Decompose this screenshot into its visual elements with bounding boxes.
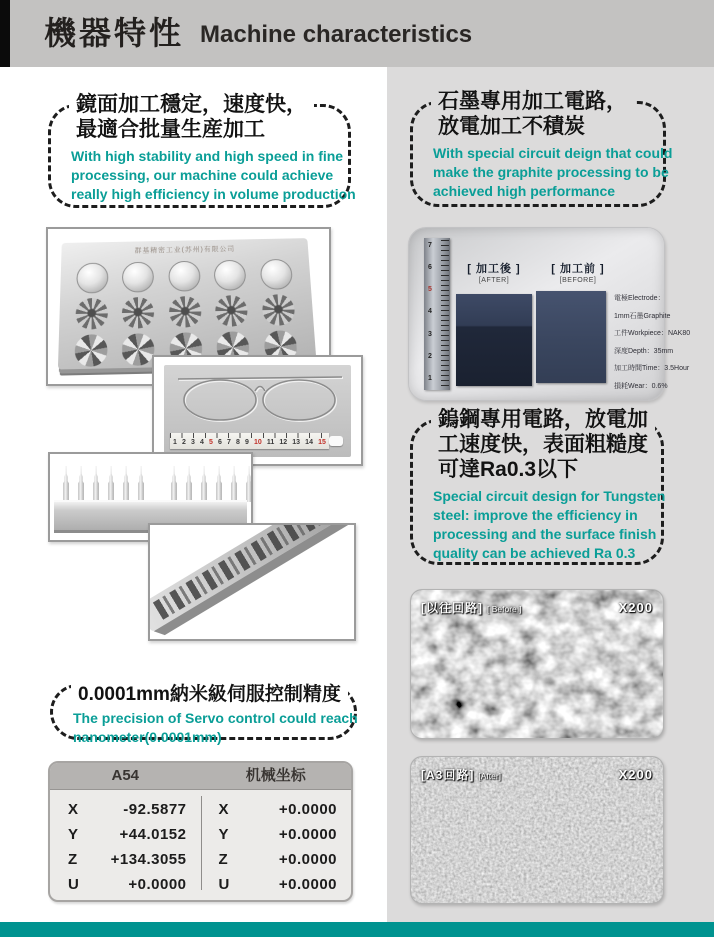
- coordinate-table-header: [50, 763, 351, 790]
- callout-body-en: [71, 147, 356, 204]
- ruler-number: 1: [428, 374, 432, 382]
- axis-label: X: [68, 801, 79, 818]
- ruler-number: 6: [428, 264, 432, 272]
- diagonal-bits-bar: [150, 525, 351, 632]
- drill-bits-row: [61, 466, 251, 502]
- process-info-line: 深度Depth：35mm: [614, 347, 674, 355]
- drill-bits-photo-diagonal: [148, 523, 356, 641]
- coordinate-table: [48, 761, 353, 902]
- header-accent-bar: [0, 0, 10, 67]
- magnification-label: X200: [618, 767, 653, 782]
- ruler-number: 2: [182, 439, 186, 446]
- process-info-list: [614, 290, 691, 395]
- horizontal-ruler: [170, 433, 329, 449]
- mold-plate: [58, 238, 317, 369]
- ruler-number: 7: [227, 439, 231, 446]
- callout-body-line: achieved high performance: [433, 183, 616, 199]
- ruler-number: 14: [305, 439, 313, 446]
- column-a54: A54: [111, 767, 140, 784]
- callout-body-line: nanometer(0.0001mm): [73, 729, 222, 745]
- callout-body-line: processing, our machine could achieve: [71, 167, 334, 183]
- plate-company-label: 群基精密工业(苏州)有限公司: [134, 246, 236, 255]
- vertical-ruler-numbers: [428, 242, 432, 382]
- axis-label: Y: [68, 826, 79, 843]
- callout-body-line: processing and the surface finish: [433, 526, 657, 542]
- callout-body-line: steel: improve the efficiency in: [433, 507, 638, 523]
- callout-title-zh: 0.0001mm納米級伺服控制精度: [71, 683, 348, 706]
- after-label: [ 加工後 ] [AFTER]: [467, 263, 521, 284]
- surface-micro-photo-after: [410, 756, 664, 904]
- ruler-number: 8: [236, 439, 240, 446]
- page-header: [0, 0, 714, 67]
- ruler-number: 11: [266, 439, 275, 446]
- machine-value: +0.0000: [278, 876, 337, 893]
- callout-mirror-finishing: [48, 93, 356, 208]
- vertical-ruler: [424, 238, 450, 390]
- axis-label: Z: [68, 851, 78, 868]
- process-info-line: 1mm石墨Graphite: [614, 312, 671, 320]
- a54-value: +134.3055: [110, 851, 187, 868]
- callout-body-line: really high efficiency in volume production: [71, 186, 356, 202]
- callout-title-zh: 鏡面加工穩定，速度快， 最適合批量生産加工: [69, 92, 314, 142]
- table-divider: [201, 796, 202, 890]
- page-title-zh: 機器特性: [44, 15, 185, 51]
- ruler-number: 2: [428, 352, 432, 360]
- callout-servo-precision: [50, 684, 358, 745]
- ruler-number: 9: [245, 439, 249, 446]
- callout-body-en: [433, 144, 673, 201]
- machine-value: +0.0000: [278, 826, 337, 843]
- glasses-mold-block: [164, 365, 351, 457]
- process-info-line: 損耗Wear：0.6%: [614, 382, 668, 390]
- workpiece-before-panel: [536, 291, 606, 383]
- column-machine-coords: 机械坐标: [245, 767, 306, 784]
- page-title-en: Machine characteristics: [200, 21, 473, 48]
- callout-graphite-circuit: [410, 90, 673, 207]
- micro-photo-labels: [A3回路] [After] X200: [421, 767, 653, 782]
- ruler-number: 1: [173, 439, 177, 446]
- process-info-line: 電極Electrode：: [614, 295, 665, 302]
- callout-title-zh: 石墨專用加工電路， 放電加工不積炭: [431, 89, 634, 139]
- ruler-number: 5: [209, 439, 213, 446]
- machine-value: +0.0000: [278, 851, 337, 868]
- footer-accent-bar: [0, 922, 714, 937]
- ruler-number: 3: [191, 439, 195, 446]
- callout-tungsten-circuit: [410, 408, 666, 565]
- a54-value: +0.0000: [128, 876, 187, 893]
- ruler-number: 10: [254, 439, 262, 446]
- ruler-number: 6: [218, 439, 222, 446]
- callout-body-line: Special circuit design for Tungsten: [433, 488, 666, 504]
- ruler-number: 4: [428, 308, 432, 316]
- a54-value: -92.5877: [123, 801, 187, 818]
- callout-body-line: With special circuit deign that could: [433, 145, 673, 161]
- ruler-numbers: [170, 433, 329, 446]
- workpiece-after-panel: [456, 294, 532, 386]
- callout-body-line: With high stability and high speed in fine: [71, 148, 344, 164]
- axis-label: U: [218, 876, 230, 893]
- machine-value: +0.0000: [278, 801, 337, 818]
- micro-photo-labels: [以往回路] [ Before ] X200: [421, 600, 653, 615]
- process-info-line: 工件Workpiece：NAK80: [614, 330, 691, 337]
- ruler-number: 12: [279, 439, 288, 446]
- ruler-number: 4: [200, 439, 204, 446]
- ruler-number: 3: [428, 330, 432, 338]
- process-info-line: 加工時間Time：3.5Hour: [614, 365, 690, 372]
- magnification-label: X200: [618, 600, 653, 615]
- glasses-mold-photo: [152, 355, 363, 466]
- ruler-number: 15: [318, 439, 326, 446]
- graphite-comparison-photo: [408, 227, 691, 401]
- callout-title-zh: 鎢鋼專用電路，放電加 工速度快，表面粗糙度 可達Ra0.3以下: [431, 407, 655, 482]
- ruler-number: 13: [292, 439, 301, 446]
- callout-body-en: [433, 487, 666, 563]
- axis-label: X: [218, 801, 230, 818]
- before-label: [ 加工前 ] [BEFORE]: [551, 263, 605, 284]
- ruler-number: 5: [428, 286, 432, 294]
- surface-micro-photo-before: [410, 589, 664, 739]
- glasses-engraving: [170, 367, 350, 429]
- callout-body-line: make the graphite processing to be: [433, 164, 669, 180]
- callout-body-en: [73, 709, 358, 747]
- callout-body-line: quality can be achieved Ra 0.3: [433, 545, 636, 561]
- axis-label: Y: [218, 826, 230, 843]
- axis-label: Z: [218, 851, 229, 868]
- callout-body-line: The precision of Servo control could reach: [73, 710, 358, 726]
- a54-value: +44.0152: [119, 826, 187, 843]
- ruler-number: 7: [428, 242, 432, 249]
- axis-label: U: [68, 876, 80, 893]
